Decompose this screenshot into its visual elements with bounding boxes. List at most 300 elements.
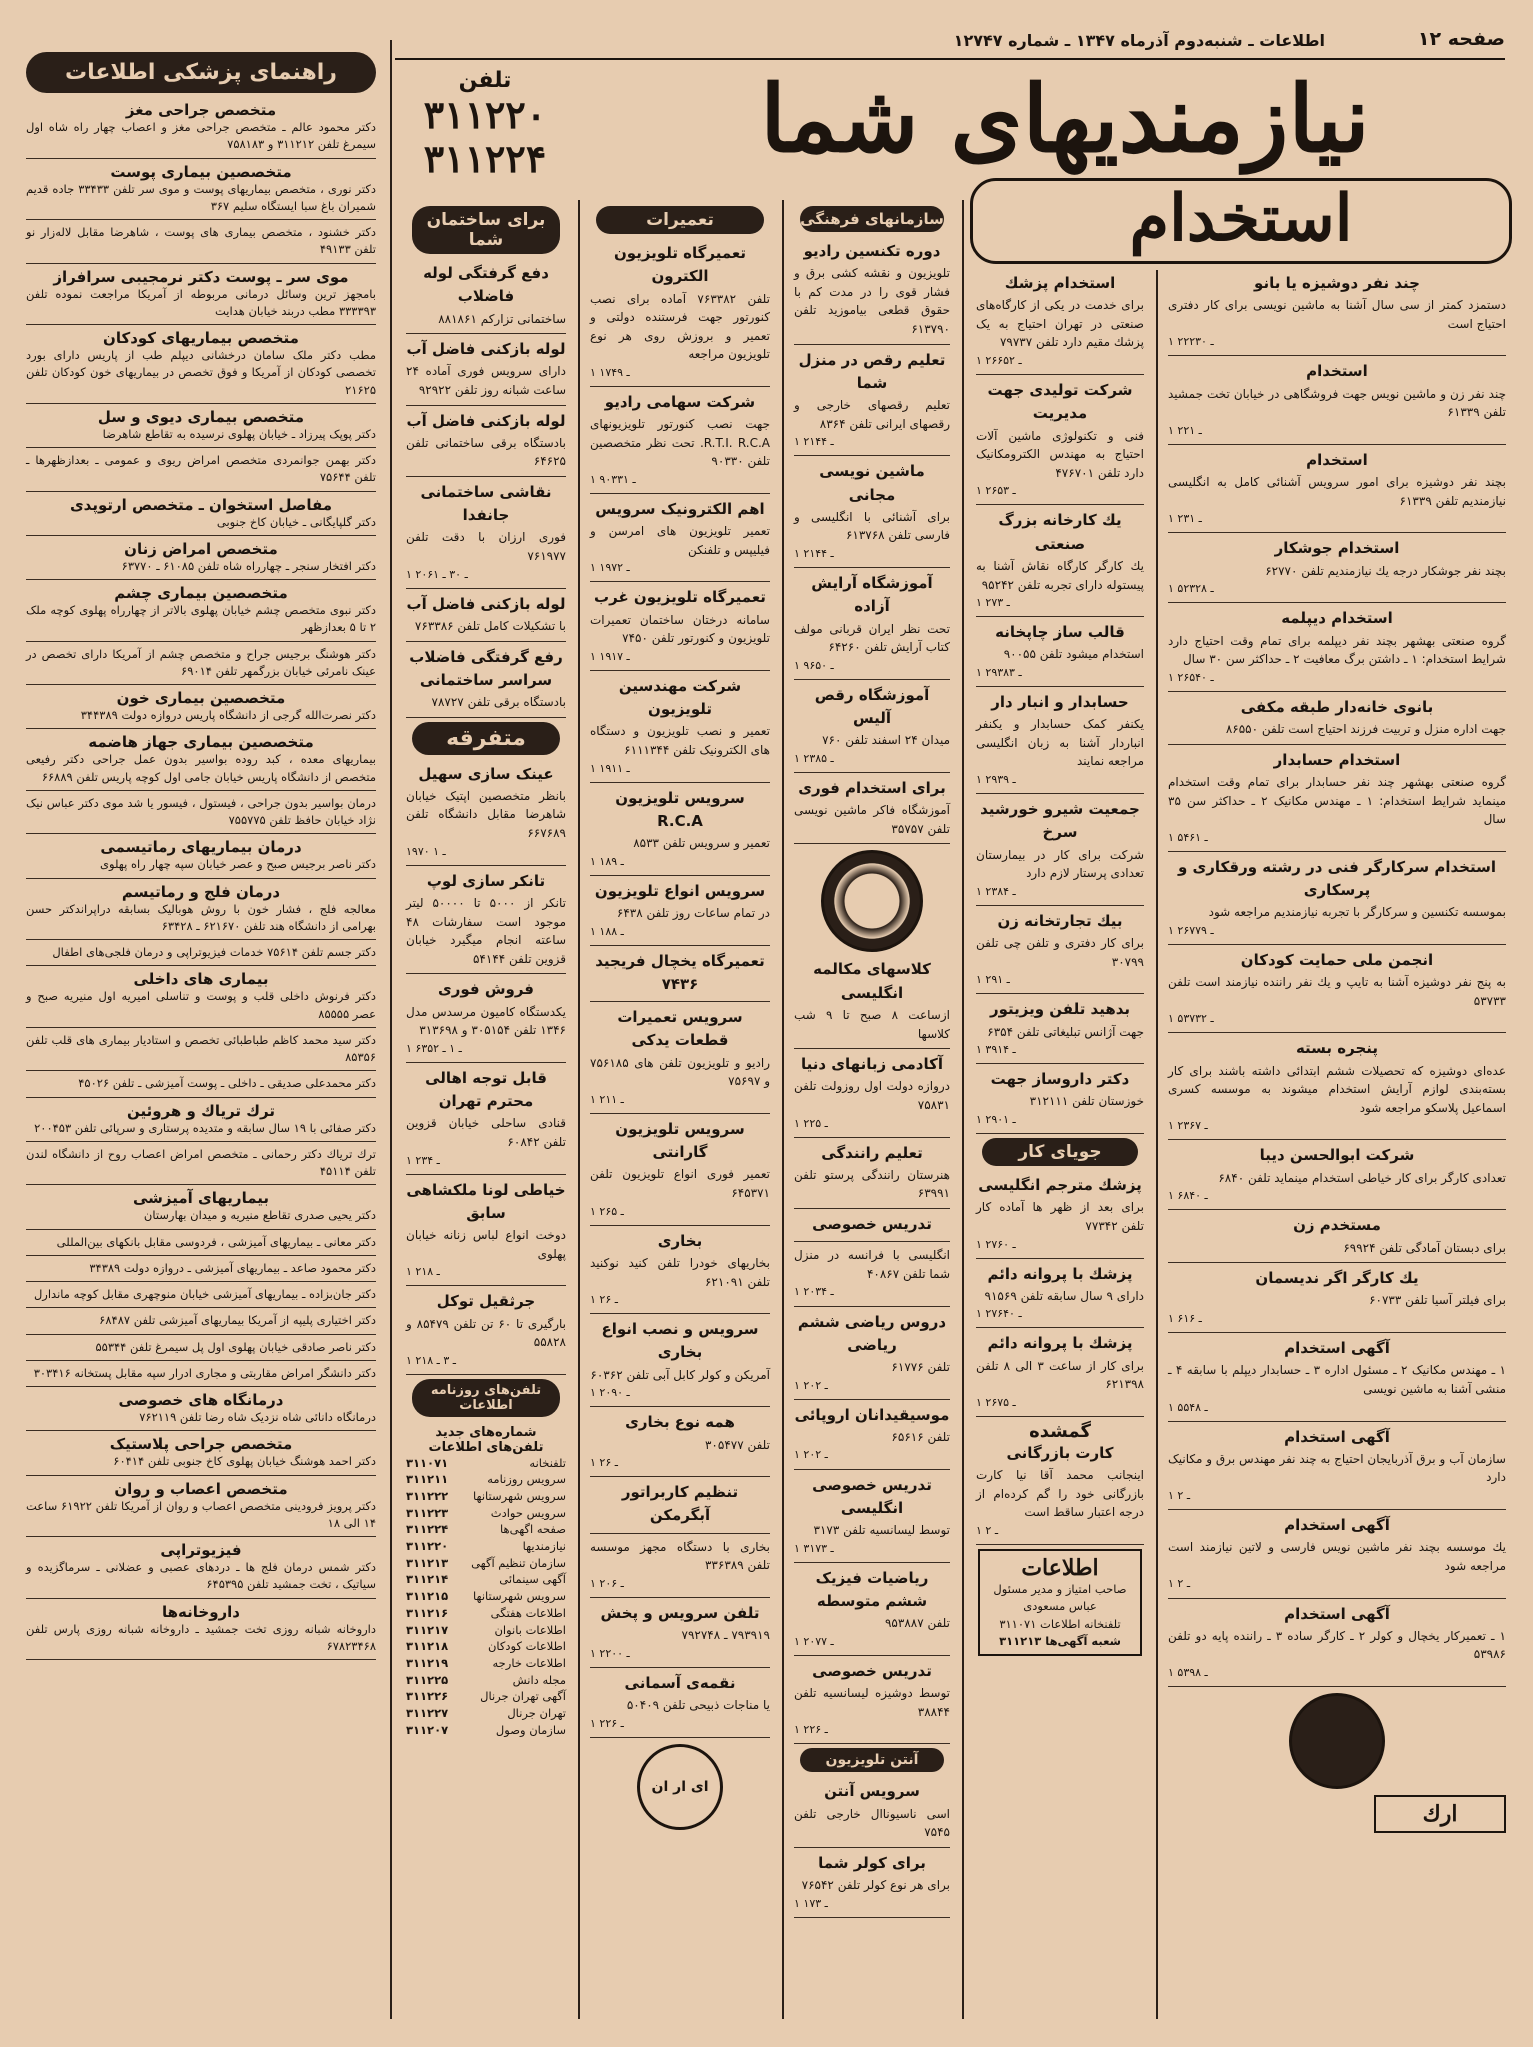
entry-separator — [26, 684, 376, 685]
medical-entry-text: مطب دکتر ملک سامان درخشانی دیپلم طب از پاریس دارای بورد تخصصی کودکان از آمریکا و فوق تخصص در بیماریهای خون کودکان تلفن ۲۱۶۲۵ — [26, 348, 376, 397]
repair-column-header: تعمیرات — [596, 206, 764, 234]
medical-entry-text: دکتر صفائی با ۱۹ سال سابقه و متدیده پرستاری و سرپائی تلفن ۲۰۰۴۵۳ — [34, 1120, 376, 1135]
job-seekers-list — [976, 1174, 1144, 1417]
medical-entry-title: بیماری های داخلی — [133, 970, 269, 989]
medical-entry — [26, 268, 376, 326]
phone-row-label: اطلاعات بانوان — [494, 1622, 566, 1637]
classified-ad — [590, 1481, 770, 1528]
repair-column — [584, 200, 776, 2019]
ad-reference-number: ۱ ـ ۲۳۶۷ — [1168, 1119, 1208, 1133]
phone-row — [406, 1688, 566, 1705]
ad-text: رادیو و تلویزیون تلفن های ۷۵۶۱۸۵ و ۷۵۶۹۷ — [590, 1055, 770, 1089]
medical-entry-text: بیماریهای معده ، کبد روده بواسیر بدون عمل جراحی دکتر رفیعی متخصص از دانشگاه پاریس خیابان جامی اول کوچه پاریس تلفن ۶۶۸۸۹ — [26, 752, 376, 784]
phone-row — [406, 1505, 566, 1522]
ad-text: یك موسسه بچند نفر ماشین نویس فارسی و لاتین نیازمند است مراجعه شود — [1168, 1540, 1506, 1573]
medical-entry — [26, 1260, 376, 1282]
job-ad — [1168, 749, 1506, 846]
issue-line: اطلاعات ـ شنبه‌دوم آذرماه ۱۳۴۷ ـ شماره ۱۲۷۴۷ — [953, 31, 1325, 50]
ad-text: برای آشنائی با انگلیسی و فارسی تلفن ۶۱۳۷۶۸ — [794, 509, 950, 543]
ad-text: تعمیر و سرویس تلفن ۸۵۳۳ — [633, 836, 770, 851]
phone-row-number: ۳۱۱۲۱۷ — [406, 1622, 449, 1637]
ad-reference-number: ۱ ـ ۲۶ — [590, 1456, 618, 1470]
publisher-owner: صاحب امتیاز و مدیر مسئول عباس مسعودی — [993, 1582, 1127, 1614]
ad-text: یکدستگاه کامیون مرسدس مدل ۱۳۴۶ تلفن ۳۰۵۱۵۴ و ۳۱۳۶۹۸ — [406, 1004, 566, 1038]
ad-title: پزشك با پروانه دائم — [987, 1334, 1133, 1353]
ad-title: استخدام سرکارگر فنی در رشته ورقکاری و پرسکاری — [1178, 857, 1496, 899]
ad-reference-number: ۱ ـ ۲۰۲ — [794, 1448, 828, 1462]
ad-separator — [976, 793, 1144, 794]
column-divider — [390, 40, 392, 2019]
medical-entry-text: دکتر فرنوش داخلی قلب و پوست و تناسلی امیریه اول منیریه صبح و عصر ۸۵۵۵۵ — [26, 989, 376, 1021]
ad-separator — [590, 1313, 770, 1314]
medical-entry-title: درمان بیماریهای رماتیسمی — [100, 838, 302, 857]
ad-reference-number: ۱ ـ ۲۷۶۰ — [976, 1237, 1016, 1251]
ad-separator — [1168, 444, 1506, 445]
building-ads-list — [406, 262, 566, 718]
ad-title: ماشین نویسی مجانی — [819, 462, 925, 504]
entry-separator — [26, 1334, 376, 1335]
medical-entry-text: ترك تریاك دکتر رحمانی ـ متخصص امراض اعصاب روح از دانشگاه لندن تلفن ۴۵۱۱۴ — [26, 1146, 376, 1178]
phone-row-label: سرویس روزنامه — [487, 1472, 566, 1487]
ad-text: تلفن ۳۰۵۴۷۷ — [704, 1437, 770, 1452]
medical-entry — [26, 1480, 376, 1538]
ad-separator — [794, 1469, 950, 1470]
phone-row-number: ۳۱۱۲۱۶ — [406, 1605, 449, 1620]
medical-entry — [26, 1541, 376, 1599]
ad-title: ریاضیات فیزیک ششم متوسطه — [815, 1568, 929, 1610]
ad-separator — [406, 405, 566, 406]
classified-ad — [590, 1006, 770, 1108]
employment-title: استخدام — [970, 178, 1512, 264]
medical-entry — [26, 646, 376, 686]
ad-separator — [590, 493, 770, 494]
medical-entry — [26, 689, 376, 729]
ad-title: تلفن سرویس و پخش — [600, 1603, 760, 1622]
job-ad — [976, 691, 1144, 788]
ad-text: تعلیم رقصهای خارجی و رقصهای ایرانی تلفن ۸۳۶۴ — [794, 398, 950, 431]
job-ad — [1168, 1144, 1506, 1204]
ad-title: پزشك مترجم انگلیسی — [978, 1176, 1142, 1195]
phone-row-label: سازمان وصول — [495, 1722, 566, 1737]
medical-entry — [26, 795, 376, 835]
ad-logo-2 — [1374, 1795, 1506, 1833]
ad-separator — [794, 1241, 950, 1242]
entry-separator — [26, 491, 376, 492]
ad-title: لوله بازکنی فاضل آب — [406, 594, 566, 613]
medical-entry-text: دکتر ناصر صادقی خیابان پهلوی اول پل سیمرغ تلفن ۵۵۳۴۴ — [95, 1339, 376, 1354]
ad-text: برای بعد از ظهر ها آماده کار تلفن ۷۷۳۴۲ — [976, 1200, 1144, 1233]
ad-text: جهت آژانس تبلیغاتی تلفن ۶۳۵۴ — [987, 1024, 1144, 1039]
classified-ad — [590, 880, 770, 940]
ad-title: دوره تکنسین رادیو — [803, 242, 941, 260]
ad-text: تعمیر و نصب تلویزیون و دستگاه های الکترونیک تلفن ۶۱۱۱۳۴۴ — [590, 724, 770, 758]
ad-title: عینک سازی سهیل — [418, 764, 554, 783]
phone-row-number: ۳۱۱۲۱۳ — [406, 1555, 449, 1570]
entry-separator — [26, 965, 376, 966]
ad-text: دوخت انواع لباس زنانه خیابان پهلوی — [406, 1228, 566, 1261]
ad-separator — [590, 670, 770, 671]
ad-reference-number: ۱ ـ ۲۳۸۴ — [976, 884, 1016, 898]
ad-reference-number: ۱ ـ ۹۰۳۳۱ — [590, 472, 636, 486]
ad-text: بخاری با دستگاه مجهز موسسه تلفن ۳۳۶۳۸۹ — [590, 1539, 770, 1573]
ad-separator — [794, 1562, 950, 1563]
ad-reference-number: ۱ ـ ۱۸۸ — [590, 924, 624, 938]
ad-separator — [1168, 1139, 1506, 1140]
classes-column — [788, 200, 956, 2019]
classified-ad — [590, 950, 770, 997]
medical-entry — [26, 163, 376, 221]
phone-row-number: ۳۱۱۲۱۸ — [406, 1639, 449, 1654]
ad-separator — [406, 1374, 566, 1375]
medical-entry — [26, 101, 376, 159]
phone-row-label: صفحه اگهی‌ها — [500, 1522, 566, 1537]
ad-title: آگهی استخدام — [1284, 1427, 1390, 1446]
ad-reference-number: ۱ ـ ۲۲۵ — [794, 1116, 828, 1130]
ad-text: برای کار از ساعت ۳ الی ۸ تلفن ۶۲۱۳۹۸ — [976, 1358, 1144, 1392]
ad-text: دستمزد کمتر از سی سال آشنا به ماشین نویسی برای کار دفتری احتیاج است — [1168, 298, 1506, 331]
ad-reference-number: ۱۹۷۰ ـ ۱ — [406, 844, 446, 858]
medical-entry — [26, 584, 376, 642]
ad-title: تنظیم کاربراتور آبگرمکن — [621, 1483, 739, 1525]
ad-separator — [976, 1063, 1144, 1064]
entry-separator — [26, 1229, 376, 1230]
medical-entry-text: دکتر نوری ، متخصص بیماریهای پوست و موی سر تلفن ۳۳۴۳۳ جاده قدیم شمیران باغ سبا ایستگاه سلیم ۳۶۷ — [26, 181, 376, 213]
medical-entry-text: دکتر جان‌بزاده ـ بیماریهای آمیزشی خیابان منوچهری مقابل کوچه ماندارل — [33, 1287, 376, 1301]
ad-reference-number: ۱ ـ ۲۹۰۱ — [976, 1113, 1016, 1127]
ad-reference-number: ۱ ـ ۲۶۷۵ — [976, 1395, 1016, 1409]
medical-entry — [26, 1075, 376, 1097]
column-divider — [578, 200, 580, 2019]
medical-entry-text: دکتر شمس درمان فلج ها ـ دردهای عصبی و عضلانی ـ سرماگزیده و سیاتیک ، تخت جمشید تلفن ۶۴۵۳۹۵ — [26, 1560, 376, 1592]
classified-ad — [794, 349, 950, 451]
ad-separator — [976, 1544, 1144, 1545]
ad-reference-number: ۱ ـ ۲ — [1168, 1489, 1191, 1502]
page-number: صفحه ۱۲ — [1417, 28, 1505, 50]
ad-text: ساختمانی تزارکم ۸۸۱۸۶۱ — [438, 311, 566, 326]
classes-column-header: سازمانهای فرهنگی — [800, 206, 944, 232]
job-ad — [1168, 1337, 1506, 1415]
job-ad — [976, 379, 1144, 499]
ad-text: ۷۹۳۹۱۹ ـ ۷۹۲۷۴۸ — [681, 1628, 770, 1643]
ad-separator — [1168, 851, 1506, 852]
classified-ad — [794, 1053, 950, 1131]
ad-text: بادستگاه برقی تلفن ۷۸۷۲۷ — [431, 695, 566, 710]
ad-reference-number: ۱ ـ ۲۰۶ — [590, 1576, 624, 1590]
ad-title: تعمیرگاه تلویزیون الکترون — [613, 244, 746, 286]
ad-separator — [590, 1597, 770, 1598]
entry-separator — [26, 1255, 376, 1256]
ad-title: سرویس آنتن — [824, 1782, 920, 1801]
classified-ad — [590, 1318, 770, 1401]
ad-separator — [794, 1743, 950, 1744]
job-seeker-ad — [976, 1263, 1144, 1323]
employment-col-b — [1162, 270, 1512, 2019]
ad-text: یا مناجات ذبیحی تلفن ۵۰۴۰۹ — [626, 1698, 770, 1713]
ad-reference-number: ۱ ـ ۲۳۱ — [1168, 512, 1202, 526]
ad-text: ۱ ـ مهندس مکانیک ۲ ـ مسئول اداره ۳ ـ حسابدار دیپلم با سابقه ۴ ـ منشی آشنا به ماشین نویسی — [1168, 1363, 1506, 1396]
job-ad — [1168, 537, 1506, 597]
ad-reference-number: ۱ ـ ۱۸۹ — [590, 854, 624, 868]
medical-entry-text: دکتر پوپک پیرزاد ـ خیابان پهلوی نرسیده به تقاطع شاهرضا — [102, 426, 376, 441]
classified-ad — [590, 1118, 770, 1220]
ad-separator — [590, 1667, 770, 1668]
ad-separator — [406, 1062, 566, 1063]
ad-title: یك کارخانه بزرگ صنعتی — [998, 511, 1122, 553]
phone-row — [406, 1521, 566, 1538]
classified-ad — [794, 572, 950, 674]
classified-ad — [406, 262, 566, 328]
classified-ad — [406, 763, 566, 860]
ad-reference-number: ۱ ـ ۲۲۰۰ — [590, 1646, 630, 1660]
phone-row-label: اطلاعات خارجه — [492, 1655, 566, 1670]
ad-text: بچند نفر جوشکار درجه یك نیازمندیم تلفن ۶۲۷۷۰ — [1265, 563, 1506, 578]
medical-entry-text: دکتر خشنود ، متخصص بیماری های پوست ، شاهرضا مقابل لاله‌زار نو تلفن ۴۹۱۳۳ — [26, 225, 376, 257]
entry-separator — [26, 728, 376, 729]
ad-text: خوزستان تلفن ۳۱۲۱۱۱ — [1029, 1094, 1144, 1109]
ad-separator — [794, 679, 950, 680]
ad-title: تعمیرگاه تلویزیون غرب — [594, 588, 766, 607]
ad-text: فوری ارزان با دقت تلفن ۷۶۱۹۷۷ — [406, 530, 566, 564]
medical-entry — [26, 1146, 376, 1186]
job-ad — [1168, 696, 1506, 739]
ad-title: لوله بازکنی فاضل آب — [406, 340, 566, 359]
ad-reference-number: ۱ ـ ۲۶۵۳ — [976, 484, 1016, 498]
ad-separator — [406, 973, 566, 974]
ad-reference-number: ۱ ـ ۵۳۹۸ — [1168, 1665, 1208, 1679]
phone-row-label: سرویس حوادث — [490, 1505, 566, 1520]
ad-title: استخدام جوشکار — [1274, 539, 1400, 558]
ad-title: بدهید تلفن ویزیتور — [989, 1000, 1131, 1019]
phone-row-label: سرویس شهرستانها — [473, 1489, 566, 1504]
classified-ad — [794, 1213, 950, 1236]
classified-ad — [590, 242, 770, 381]
medical-entry — [26, 1312, 376, 1334]
job-ad — [1168, 1214, 1506, 1257]
ad-text: انگلیسی با فرانسه در منزل شما تلفن ۴۰۸۶۷ — [794, 1248, 950, 1281]
ad-reference-number: ۱ ـ ۱۹۷۲ — [590, 561, 630, 575]
ad-title: تعلیم رقص در منزل شما — [798, 350, 946, 392]
ad-separator — [794, 1306, 950, 1307]
phone-row — [406, 1605, 566, 1622]
ad-reference-number: ۱ ـ ۱ ـ ۶۳۵۲ — [406, 1041, 462, 1055]
ad-text: در تمام ساعات روز تلفن ۶۴۳۸ — [616, 906, 770, 921]
job-ad — [1168, 1037, 1506, 1134]
ad-title: سرویس تلویزیون R.C.A — [615, 788, 745, 830]
ad-text: بچند نفر دوشیزه برای امور سرویس آشنائی کامل به انگلیسی نیازمندیم تلفن ۶۱۳۳۹ — [1168, 475, 1506, 508]
ad-reference-number: ۱ ـ ۲۰۷۷ — [794, 1634, 834, 1648]
medical-entry-text: درمانگاه دانائی شاه نزدیک شاه رضا تلفن ۷۶۲۱۱۹ — [139, 1410, 376, 1424]
ad-title: همه نوع بخاری — [625, 1413, 735, 1432]
ad-title: سرویس تلویزیون گارانتی — [615, 1119, 745, 1162]
ad-text: گروه صنعتی بهشهر بچند نفر دیپلمه برای تمام وقت احتیاج دارد شرایط استخدام: ۱ ـ داشتن برگ معافیت ۲ ـ حداکثر سن ۳۰ سال — [1168, 633, 1506, 667]
entry-separator — [26, 1475, 376, 1476]
ad-text: سازمان آب و برق آذربایجان احتیاج به چند نفر مهندس برق و مکانیک دارد — [1168, 1451, 1506, 1485]
medical-entry-text: دکتر هوشنگ برجیس جراح و متخصص چشم از آمریکا دارای تخصص در عینک نامرئی خیابان بزرگمهر تلفن ۶۹۰۱۴ — [26, 646, 376, 678]
job-ad — [1168, 1267, 1506, 1327]
ad-separator — [590, 945, 770, 946]
medical-entry — [26, 1365, 376, 1387]
phone-row-number: ۳۱۱۲۰۷ — [406, 1722, 449, 1737]
ad-title: آکادمی زبانهای دنیا — [800, 1055, 943, 1074]
entry-separator — [26, 641, 376, 642]
medical-entry — [26, 970, 376, 1028]
ad-reference-number: ۱ ـ ۲۶۶۵۲ — [976, 354, 1022, 368]
entry-separator — [26, 790, 376, 791]
ad-reference-number: ۱ ـ ۲۹۳۹ — [976, 773, 1016, 787]
medical-entry-text: دکتر احمد هوشنگ خیابان پهلوی کاخ جنوبی تلفن ۶۰۴۱۴ — [113, 1454, 376, 1469]
medical-entry-title: داروخانه‌ها — [161, 1602, 240, 1621]
ad-text: دروازه دولت اول روزولت تلفن ۷۵۸۳۱ — [794, 1079, 950, 1112]
ad-separator — [590, 1533, 770, 1534]
globe-icon — [821, 850, 923, 952]
job-ad — [1168, 949, 1506, 1027]
ad-text: چند نفر زن و ماشین نویس جهت فروشگاهی در خیابان تخت جمشید تلفن ۶۱۳۳۹ — [1168, 386, 1506, 420]
entry-separator — [26, 403, 376, 404]
medical-entry-text: بامجهز ترین وسائل درمانی مربوطه از آمریکا مراجعت نموده تلفن ۳۳۳۳۹۳ مطب دربند خیابان هدایت — [26, 286, 376, 318]
medical-entry-text: داروخانه شبانه روزی تخت جمشید ـ داروخانه شبانه روزی پارس تلفن ۶۷۸۲۳۴۶۸ — [26, 1621, 376, 1653]
ad-title: آگهی استخدام — [1284, 1516, 1390, 1535]
phone-row-number: ۳۱۱۲۲۰ — [406, 1539, 449, 1554]
ad-title: بیك تجارتخانه زن — [997, 911, 1123, 930]
ad-title: لوله بازکنی فاضل آب — [406, 411, 566, 430]
entry-separator — [26, 878, 376, 879]
entry-separator — [26, 1659, 376, 1660]
job-ad — [976, 998, 1144, 1058]
entry-separator — [26, 1430, 376, 1431]
ad-reference-number: ۱ ـ ۶۱۶ — [1168, 1312, 1202, 1326]
classified-ad — [590, 1230, 770, 1308]
ad-separator — [590, 1476, 770, 1477]
ad-text: برای خدمت در یکی از کارگاه‌های صنعتی در تهران احتیاج به یک پزشك مقیم دارد تلفن ۷۹۷۳۷ — [976, 298, 1144, 350]
ad-separator — [794, 1917, 950, 1918]
entry-separator — [26, 1598, 376, 1599]
medical-entry-title: متخصصین بیماری جهاز هاضمه — [88, 733, 314, 752]
ad-text: جهت اداره منزل و تربیت فرزند احتیاج است تلفن ۸۶۵۵۰ — [1225, 722, 1506, 737]
medical-entry — [26, 1603, 376, 1661]
ad-reference-number: ۱ ـ ۵۲۳۲۸ — [1168, 582, 1214, 596]
ad-title: انجمن ملی حمایت کودکان — [1240, 950, 1434, 969]
ad-separator — [1168, 1209, 1506, 1210]
ad-reference-number: ۱ ـ ۲۳۸۵ — [794, 751, 834, 765]
ad-reference-number: ۱ ـ ۵۴۶۱ — [1168, 830, 1208, 844]
phone-row-label: آگهی تهران جرنال — [480, 1689, 566, 1704]
ad-text: بموسسه تکنسین و سرکارگر با تجربه نیازمندیم مراجعه شود — [1208, 905, 1506, 920]
ad-text: بادستگاه برقی ساختمانی تلفن ۶۴۶۲۵ — [406, 435, 566, 469]
ad-separator — [976, 374, 1144, 375]
phone-row — [406, 1538, 566, 1555]
ad-reference-number: ۱ ـ ۲۱۴۴ — [794, 547, 834, 561]
ad-reference-number: ۱ ـ ۲۳۴ — [406, 1153, 440, 1167]
classified-ad — [590, 1411, 770, 1471]
ad-separator — [1168, 744, 1506, 745]
ad-reference-number: ۱ ـ ۱۹۱۷ — [590, 649, 630, 663]
ad-title: رفع گرفتگی فاضلاب سراسر ساختمانی — [409, 647, 563, 689]
publisher-phone: تلفنخانه اطلاعات ۳۱۱۰۷۱ — [999, 1616, 1121, 1631]
phone-row-number: ۳۱۱۲۲۳ — [406, 1505, 449, 1520]
classified-ad — [794, 1567, 950, 1650]
medical-entries-list — [26, 101, 376, 1660]
ad-title: تعلیم رانندگی — [821, 1143, 923, 1162]
entry-separator — [26, 447, 376, 448]
classified-ad — [406, 1067, 566, 1169]
ad-title: نقاشی ساختمانی جانفدا — [420, 482, 552, 525]
building-column — [400, 200, 572, 2019]
ad-title: تدریس خصوصی — [812, 1215, 932, 1234]
ad-separator — [1168, 944, 1506, 945]
medical-entry-title: متخصص جراحی مغز — [125, 101, 277, 119]
ad-text: با تشکیلات کامل تلفن ۷۶۳۳۸۶ — [414, 618, 566, 633]
ad-title: استخدام پزشك — [1004, 274, 1116, 292]
entry-separator — [26, 1360, 376, 1361]
medical-entry-text: دکتر پرویز فرودینی متخصص اعصاب و روان از آمریکا تلفن ۶۱۹۲۲ ساعت ۱۴ الی ۱۸ — [26, 1498, 377, 1530]
entry-separator — [26, 219, 376, 220]
ad-title: اهم الکترونیک سرویس — [595, 500, 765, 518]
entry-separator — [26, 158, 376, 159]
ad-title: کارت بازرگانی — [1006, 1443, 1114, 1462]
entry-separator — [26, 1281, 376, 1282]
ad-title: تدریس خصوصی — [812, 1661, 932, 1680]
medical-entry-text: دکتر محمود عالم ـ متخصص جراحی مغز و اعصاب چهار راه شاه اول سیمرغ تلفن ۳۱۱۲۱۲ و ۷۵۸۱۸۳ — [26, 120, 376, 152]
ad-separator — [794, 1847, 950, 1848]
ad-reference-number: ۱ ـ ۲ — [976, 1524, 999, 1537]
publisher-ads-phone: شعبه آگهی‌ها ۳۱۱۲۱۳ — [999, 1633, 1121, 1648]
ad-text: هنرستان رانندگی پرستو تلفن ۶۳۹۹۱ — [794, 1167, 950, 1201]
ad-reference-number: ۱ ـ ۲ — [1168, 1577, 1191, 1591]
medical-entry — [26, 329, 376, 404]
phone-row-label: سرویس شهرستانها — [473, 1589, 566, 1604]
ad-text: دارای سرویس فوری آماده ۲۴ ساعت شبانه روز تلفن ۹۲۹۲۲ — [406, 364, 566, 397]
medical-entry — [26, 224, 376, 264]
classified-ad — [590, 1602, 770, 1662]
employment-ads-list-b — [1168, 272, 1506, 1687]
employment-ads-list-a — [976, 272, 1144, 1134]
ad-reference-number: ۱ ـ ۳۰ ـ ۲۰۶۱ — [406, 567, 468, 581]
classified-ad — [590, 787, 770, 870]
ad-title: برای استخدام فوری — [798, 778, 946, 797]
medical-entry — [26, 944, 376, 966]
ad-text: بارگیری تا ۶۰ تن تلفن ۸۵۴۷۹ و ۵۵۸۲۸ — [406, 1316, 567, 1350]
phone-number-1: ۳۱۱۲۲۰ — [423, 92, 547, 137]
phone-row — [406, 1722, 566, 1739]
ad-reference-number: ۱ ـ ۲۶۵۴۰ — [1168, 670, 1214, 684]
ad-text: تعدادی کارگر برای کار خیاطی استخدام مینماید تلفن ۶۸۴۰ — [1218, 1170, 1506, 1185]
ad-reference-number: ۱ ـ ۲۹۳۸۳ — [976, 665, 1022, 679]
lost-header: گمشده — [1029, 1420, 1091, 1442]
classified-ad — [794, 777, 950, 838]
medical-entry-text: معالجه فلج ، فشار خون با روش هوبالیک بسابقه دراپراندکتر حسن بهرامی از دانشگاه هند تلفن ۶۲۱۶۷۰ ـ ۶۳۴۲۸ — [26, 901, 376, 933]
ad-title: دکتر داروساز جهت — [990, 1070, 1130, 1089]
classified-ad — [406, 1179, 566, 1281]
ad-title: پنجره بسته — [1295, 1039, 1379, 1058]
ad-reference-number: ۱ ـ ۳۱۷۳ — [794, 1541, 834, 1555]
ad-separator — [1168, 355, 1506, 356]
ad-title: دروس ریاضی ششم ریاضی — [797, 1312, 947, 1354]
ad-separator — [794, 455, 950, 456]
ad-title: آگهی استخدام — [1284, 1604, 1390, 1623]
classified-ad — [406, 1290, 566, 1368]
phone-row — [406, 1638, 566, 1655]
ad-title: آموزشگاه رقص آلیس — [814, 685, 930, 728]
entry-separator — [26, 1184, 376, 1185]
job-ad — [976, 272, 1144, 369]
ad-separator — [406, 717, 566, 718]
medical-entry-title: متخصص جراحی پلاستیک — [109, 1435, 293, 1454]
medical-entry-title: درمان فلج و رماتیسم — [121, 882, 281, 901]
ad-separator — [794, 1655, 950, 1656]
ad-separator — [794, 1208, 950, 1209]
ad-reference-number: ۱ ـ ۲۲۱ — [1168, 423, 1202, 437]
medical-entry-text: دکتر محمود صاعد ـ بیماریهای آمیزشی ـ دروازه دولت ۳۴۳۸۹ — [89, 1260, 376, 1275]
